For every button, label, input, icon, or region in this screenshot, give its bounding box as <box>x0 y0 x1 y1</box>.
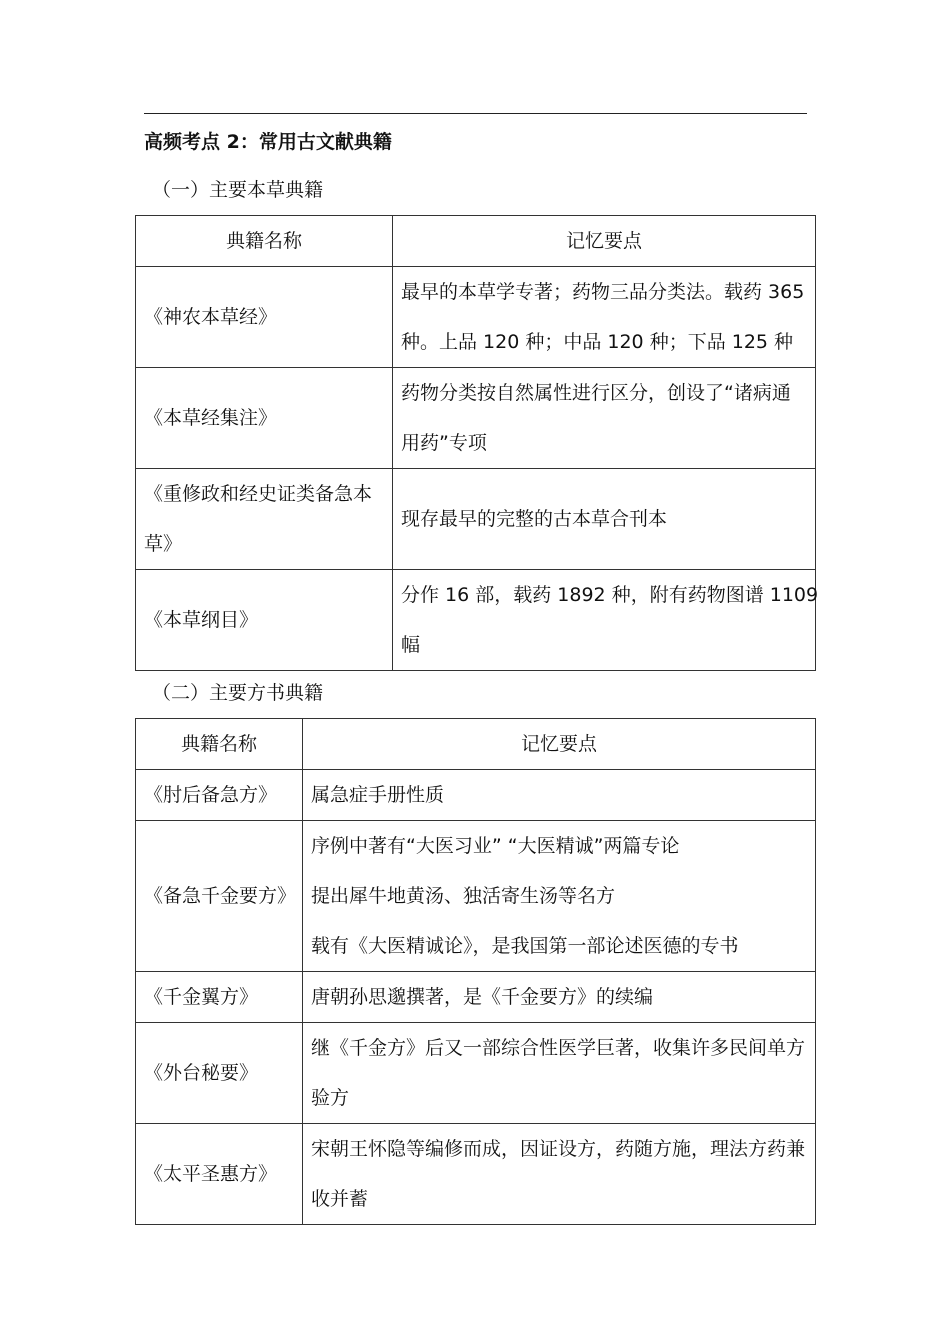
table-row <box>136 1023 816 1124</box>
formula-classics-table <box>135 718 816 1225</box>
key-point-line: 收并蓄 <box>311 1188 369 1210</box>
key-points-cell <box>303 972 816 1023</box>
table-row <box>136 1124 816 1225</box>
header-key-points: 记忆要点 <box>303 719 816 770</box>
key-points-cell <box>303 1124 816 1225</box>
key-point-line: 现存最早的完整的古本草合刊本 <box>401 508 668 530</box>
table-header-row <box>136 216 816 267</box>
key-point-line: 属急症手册性质 <box>311 784 445 806</box>
key-point-line: 序例中著有“大医习业” “大医精诚”两篇专论 <box>311 835 680 857</box>
section-title-herbal: （一）主要本草典籍 <box>152 179 324 201</box>
key-points-cell <box>393 267 816 368</box>
key-point-line: 提出犀牛地黄汤、独活寄生汤等名方 <box>311 885 616 907</box>
book-name-cell: 《本草经集注》 <box>136 368 393 469</box>
header-key-points: 记忆要点 <box>393 216 816 267</box>
table-row <box>136 368 816 469</box>
key-point-line: 分作 16 部，载药 1892 种，附有药物图谱 1109 <box>401 584 819 606</box>
key-points-cell <box>393 368 816 469</box>
book-name-cell <box>136 469 393 570</box>
book-name-cell: 《外台秘要》 <box>136 1023 303 1124</box>
table-row <box>136 267 816 368</box>
section-title-formula: （二）主要方书典籍 <box>152 682 324 704</box>
key-points-cell <box>303 770 816 821</box>
key-point-line: 幅 <box>401 634 421 656</box>
table-row <box>136 770 816 821</box>
key-point-line: 载有《大医精诚论》，是我国第一部论述医德的专书 <box>311 935 739 957</box>
key-points-cell <box>303 821 816 972</box>
table-row <box>136 972 816 1023</box>
header-book-name: 典籍名称 <box>136 719 303 770</box>
top-rule <box>144 113 807 114</box>
key-point-line: 唐朝孙思邈撰著，是《千金要方》的续编 <box>311 986 654 1008</box>
herbal-classics-table <box>135 215 819 671</box>
book-name-cell: 《肘后备急方》 <box>136 770 303 821</box>
key-points-cell <box>303 1023 816 1124</box>
key-point-line: 验方 <box>311 1087 350 1109</box>
key-point-line: 种。上品 120 种；中品 120 种；下品 125 种 <box>401 331 794 353</box>
table-row <box>136 821 816 972</box>
book-name-cell: 《神农本草经》 <box>136 267 393 368</box>
book-name-cell: 《千金翼方》 <box>136 972 303 1023</box>
book-name-line: 《重修政和经史证类备急本 <box>144 483 373 505</box>
page-heading: 高频考点 2：常用古文献典籍 <box>144 131 392 153</box>
book-name-line: 草》 <box>144 533 183 555</box>
header-book-name: 典籍名称 <box>136 216 393 267</box>
book-name-cell: 《太平圣惠方》 <box>136 1124 303 1225</box>
key-points-cell <box>393 469 816 570</box>
table-row <box>136 570 816 671</box>
table-row <box>136 469 816 570</box>
book-name-cell: 《备急千金要方》 <box>136 821 303 972</box>
key-point-line: 继《千金方》后又一部综合性医学巨著，收集许多民间单方 <box>311 1037 806 1059</box>
book-name-cell: 《本草纲目》 <box>136 570 393 671</box>
key-point-line: 最早的本草学专著；药物三品分类法。载药 365 <box>401 281 805 303</box>
key-point-line: 药物分类按自然属性进行区分，创设了“诸病通 <box>401 382 791 404</box>
table-header-row <box>136 719 816 770</box>
key-point-line: 宋朝王怀隐等编修而成，因证设方，药随方施，理法方药兼 <box>311 1138 806 1160</box>
key-points-cell <box>393 570 819 671</box>
key-point-line: 用药”专项 <box>401 432 487 454</box>
